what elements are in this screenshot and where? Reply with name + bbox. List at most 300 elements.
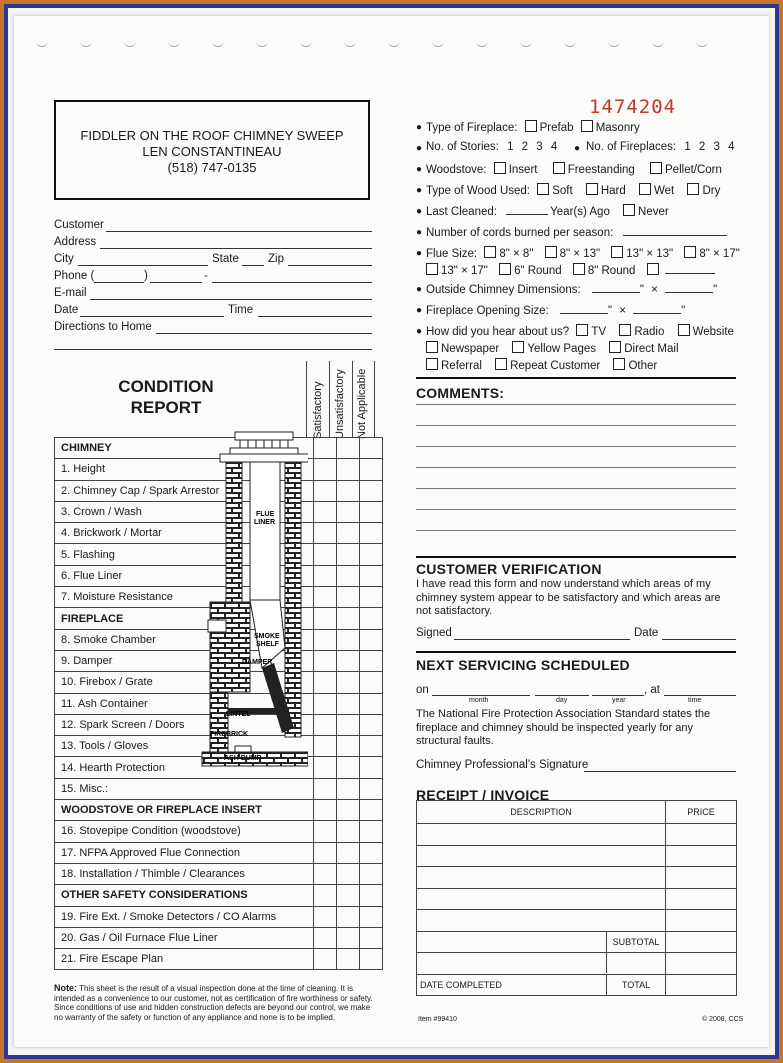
line-item-price[interactable] (666, 824, 737, 846)
direct-mail-checkbox[interactable] (609, 341, 621, 353)
not-applicable-box[interactable] (360, 480, 383, 501)
professional-signature-label: Chimney Professional's Signature (416, 759, 589, 771)
condition-item-row (55, 842, 383, 863)
unsatisfactory-box (337, 608, 360, 629)
wet-checkbox[interactable] (639, 183, 651, 195)
time-label: Time (228, 304, 254, 316)
month-field[interactable] (432, 695, 530, 696)
verification-text: I have read this form and now understand which areas of my chimney system appear to be satisfactory and which areas are not satisfactory. (416, 578, 721, 617)
customer-field[interactable] (106, 231, 372, 232)
comment-line[interactable] (416, 446, 736, 447)
wood-type-label: Type of Wood Used: (426, 185, 530, 197)
not-applicable-box[interactable] (360, 587, 383, 608)
address-field[interactable] (100, 248, 372, 249)
binding-hole (256, 38, 268, 47)
time-field[interactable] (258, 316, 372, 317)
years-ago-label: Year(s) Ago (550, 206, 610, 218)
owner-name: LEN CONSTANTINEAU (142, 144, 282, 159)
flue-13x17-label: 13" × 17" (441, 265, 488, 277)
condition-item-row (55, 863, 383, 884)
line-item-description[interactable] (417, 824, 666, 846)
condition-item-row (55, 821, 383, 842)
flue-8x8-checkbox[interactable] (484, 246, 496, 258)
flue-6-round-checkbox[interactable] (499, 263, 511, 275)
times-sign: × (619, 305, 626, 317)
condition-item-row (55, 949, 383, 970)
unsatisfactory-box[interactable] (337, 863, 360, 884)
phone-area-field[interactable] (94, 282, 144, 283)
city-field[interactable] (78, 265, 208, 266)
next-service-title: NEXT SERVICING SCHEDULED (416, 657, 630, 673)
condition-item-label: 12. Spark Screen / Doors (55, 714, 314, 735)
satisfactory-box (314, 438, 337, 459)
condition-item-label: 8. Smoke Chamber (55, 629, 314, 650)
repeat-customer-checkbox[interactable] (495, 358, 507, 370)
directions-field[interactable] (156, 333, 372, 334)
outside-dim-2-field[interactable] (665, 282, 713, 293)
comment-line[interactable] (416, 509, 736, 510)
month-caption: month (469, 697, 489, 704)
satisfactory-box[interactable] (314, 842, 337, 863)
unsatisfactory-box[interactable] (337, 778, 360, 799)
condition-item-label: 6. Flue Liner (55, 565, 314, 586)
opening-1-field[interactable] (560, 303, 608, 314)
unsatisfactory-box[interactable] (337, 650, 360, 671)
condition-item-label: 14. Hearth Protection (55, 757, 314, 778)
bullet-icon: ● (416, 326, 423, 337)
time-caption: time (688, 697, 702, 704)
verify-date-field[interactable] (662, 639, 736, 640)
hear-row-2 (422, 341, 679, 355)
condition-item-label: 3. Crown / Wash (55, 501, 314, 522)
flue-8x8-label: 8" × 8" (499, 248, 534, 260)
line-item-price[interactable] (666, 910, 737, 932)
masonry-checkbox[interactable] (581, 120, 593, 132)
not-applicable-box[interactable] (360, 523, 383, 544)
col-divider (374, 361, 375, 437)
freestanding-checkbox[interactable] (553, 162, 565, 174)
satisfactory-box[interactable] (314, 949, 337, 970)
satisfactory-box[interactable] (314, 736, 337, 757)
fireplace-type-label: Type of Fireplace: (426, 122, 518, 134)
never-label: Never (638, 206, 669, 218)
not-applicable-box[interactable] (360, 736, 383, 757)
flue-13x13-label: 13" × 13" (626, 248, 674, 260)
at-label: , at (644, 684, 660, 696)
inch-mark: " (681, 305, 686, 317)
diagram-ash-dump: ASH DUMP (224, 755, 262, 762)
not-applicable-box[interactable] (360, 565, 383, 586)
not-applicable-box[interactable] (360, 544, 383, 565)
woodstove-row (426, 162, 722, 176)
copyright: © 2008, CCS (702, 1016, 744, 1023)
last-cleaned-field[interactable] (506, 204, 548, 215)
prefab-checkbox[interactable] (525, 120, 537, 132)
not-applicable-box[interactable] (360, 629, 383, 650)
not-applicable-box[interactable] (360, 459, 383, 480)
directions-field-2[interactable] (54, 349, 372, 350)
wood-type-row (426, 183, 720, 197)
year-field[interactable] (592, 695, 644, 696)
condition-item-label: 18. Installation / Thimble / Clearances (55, 863, 314, 884)
unsatisfactory-box[interactable] (337, 501, 360, 522)
tax-row (417, 953, 666, 975)
unsatisfactory-box[interactable] (337, 693, 360, 714)
unsatisfactory-box[interactable] (337, 629, 360, 650)
hear-row-3 (422, 358, 657, 372)
satisfactory-box[interactable] (314, 927, 337, 948)
not-applicable-box[interactable] (360, 821, 383, 842)
unsatisfactory-box[interactable] (337, 480, 360, 501)
bullet-icon: ● (416, 305, 423, 316)
website-label: Website (692, 326, 734, 338)
diagram-flue-liner-2: LINER (254, 519, 275, 526)
year-caption: year (612, 697, 626, 704)
flue-other-field[interactable] (665, 263, 715, 274)
subtotal-label: SUBTOTAL (606, 932, 665, 953)
professional-signature-field[interactable] (584, 771, 736, 772)
wet-label: Wet (654, 185, 675, 197)
unsatisfactory-box[interactable] (337, 757, 360, 778)
date-field[interactable] (80, 316, 224, 317)
tv-checkbox[interactable] (576, 324, 588, 336)
not-applicable-box[interactable] (360, 906, 383, 927)
binding-hole (432, 38, 444, 47)
binding-hole (344, 38, 356, 47)
binding-hole (80, 38, 92, 47)
bullet-icon: ● (416, 206, 423, 217)
comment-line[interactable] (416, 467, 736, 468)
date-label: Date (54, 304, 79, 316)
receipt-title: RECEIPT / INVOICE (416, 787, 550, 803)
binding-hole (696, 38, 708, 47)
diagram-firebrick: FIREBRICK (210, 731, 249, 738)
unsatisfactory-box (337, 800, 360, 821)
description-header: DESCRIPTION (417, 801, 666, 824)
not-applicable-box (360, 800, 383, 821)
tax-value[interactable] (666, 953, 737, 975)
insert-checkbox[interactable] (494, 162, 506, 174)
item-number: Item #99410 (418, 1016, 457, 1023)
bullet-icon: ● (416, 164, 423, 175)
unsatisfactory-box[interactable] (337, 842, 360, 863)
condition-section-row (55, 885, 383, 906)
condition-report-title (86, 376, 246, 418)
other-checkbox[interactable] (613, 358, 625, 370)
radio-label: Radio (634, 326, 665, 338)
binding-hole (168, 38, 180, 47)
binding-hole (476, 38, 488, 47)
bullet-icon: ● (416, 143, 423, 154)
flue-8-round-label: 8" Round (587, 265, 636, 277)
business-name: FIDDLER ON THE ROOF CHIMNEY SWEEP (80, 128, 344, 143)
signature-field[interactable] (454, 639, 630, 640)
not-applicable-box[interactable] (360, 949, 383, 970)
section-rule (416, 556, 736, 558)
other-label: Other (628, 360, 658, 372)
customer-label: Customer (54, 219, 104, 231)
bullet-icon: ● (416, 227, 423, 238)
insert-label: Insert (508, 164, 538, 176)
condition-title-line2: REPORT (130, 398, 202, 417)
opening-label: Fireplace Opening Size: (426, 305, 549, 317)
binding-hole (520, 38, 532, 47)
satisfactory-box[interactable] (314, 459, 337, 480)
phone-prefix-field[interactable] (150, 282, 202, 283)
outside-dims-row (426, 282, 717, 296)
unsatisfactory-box[interactable] (337, 821, 360, 842)
note-label: Note: (54, 983, 77, 993)
unsatisfactory-box[interactable] (337, 544, 360, 565)
zip-field[interactable] (288, 265, 372, 266)
hard-checkbox[interactable] (586, 183, 598, 195)
unsatisfactory-box[interactable] (337, 714, 360, 735)
line-item-price[interactable] (666, 845, 737, 867)
phone-dash: - (204, 270, 208, 282)
comment-line[interactable] (416, 488, 736, 489)
satisfactory-box[interactable] (314, 778, 337, 799)
condition-item-label: 9. Damper (55, 650, 314, 671)
binding-hole (608, 38, 620, 47)
comment-line[interactable] (416, 530, 736, 531)
business-phone: (518) 747-0135 (167, 160, 257, 175)
unsatisfactory-box[interactable] (337, 565, 360, 586)
soft-label: Soft (552, 185, 573, 197)
condition-item-label: 5. Flashing (55, 544, 314, 565)
not-applicable-box[interactable] (360, 714, 383, 735)
binding-hole (300, 38, 312, 47)
not-applicable-box (360, 438, 383, 459)
condition-item-label: 2. Chimney Cap / Spark Arrestor (55, 480, 314, 501)
col-not-applicable: Not Applicable (356, 368, 368, 439)
unsatisfactory-box (337, 885, 360, 906)
comment-line[interactable] (416, 404, 736, 405)
col-satisfactory: Satisfactory (312, 381, 324, 439)
phone-number-field[interactable] (212, 282, 372, 283)
satisfactory-box[interactable] (314, 544, 337, 565)
satisfactory-box[interactable] (314, 693, 337, 714)
binding-hole (36, 38, 48, 47)
freestanding-label: Freestanding (567, 164, 635, 176)
unsatisfactory-box[interactable] (337, 906, 360, 927)
satisfactory-box[interactable] (314, 650, 337, 671)
flue-8-round-checkbox[interactable] (573, 263, 585, 275)
state-label: State (212, 253, 239, 265)
condition-item-row (55, 906, 383, 927)
satisfactory-box[interactable] (314, 629, 337, 650)
col-divider (352, 361, 353, 437)
condition-item-label: 13. Tools / Gloves (55, 736, 314, 757)
not-applicable-box[interactable] (360, 842, 383, 863)
condition-item-label: 1. Height (55, 459, 314, 480)
diagram-smoke-shelf-1: SMOKE (254, 633, 280, 640)
line-item-description[interactable] (417, 888, 666, 910)
diagram-smoke-shelf-2: SHELF (256, 641, 279, 648)
email-label: E-mail (54, 287, 87, 299)
phone-close: ) (144, 270, 148, 282)
outside-dim-1-field[interactable] (592, 282, 640, 293)
bullet-icon: ● (416, 185, 423, 196)
condition-section-row (55, 800, 383, 821)
satisfactory-box[interactable] (314, 714, 337, 735)
not-applicable-box[interactable] (360, 693, 383, 714)
unsatisfactory-box[interactable] (337, 523, 360, 544)
subtotal-value[interactable] (666, 931, 737, 953)
verify-date-label: Date (634, 627, 659, 639)
fireplace-type-row (426, 120, 640, 134)
condition-item-row (55, 778, 383, 799)
signed-label: Signed (416, 627, 452, 639)
yellow-pages-label: Yellow Pages (527, 343, 596, 355)
opening-row (426, 303, 685, 317)
stories-options[interactable]: 1 2 3 4 (507, 141, 558, 153)
satisfactory-box[interactable] (314, 863, 337, 884)
fireplaces-label: No. of Fireplaces: (586, 141, 677, 153)
business-stamp (54, 100, 370, 200)
inspection-form (14, 16, 769, 1047)
never-checkbox[interactable] (623, 204, 635, 216)
comments-title: COMMENTS: (416, 385, 505, 401)
not-applicable-box[interactable] (360, 672, 383, 693)
prefab-label: Prefab (539, 122, 574, 134)
nfpa-text: The National Fire Protection Association Standard states the fireplace and chimney should be inspected yearly for any structural faults. (416, 708, 711, 747)
last-cleaned-label: Last Cleaned: (426, 206, 497, 218)
not-applicable-box[interactable] (360, 501, 383, 522)
flue-13x13-checkbox[interactable] (611, 246, 623, 258)
flue-size-row (426, 246, 740, 260)
diagram-damper: DAMPER (242, 659, 273, 666)
soft-checkbox[interactable] (537, 183, 549, 195)
line-item-description[interactable] (417, 867, 666, 889)
unsatisfactory-box[interactable] (337, 459, 360, 480)
price-header: PRICE (666, 801, 737, 824)
condition-section-label: CHIMNEY (55, 438, 314, 459)
condition-title-line1: CONDITION (118, 377, 214, 396)
opening-2-field[interactable] (633, 303, 681, 314)
total-value[interactable] (666, 974, 737, 996)
satisfactory-box[interactable] (314, 821, 337, 842)
tv-label: TV (591, 326, 607, 338)
unsatisfactory-box[interactable] (337, 949, 360, 970)
bullet-icon: ● (416, 248, 423, 259)
binding-hole (124, 38, 136, 47)
satisfactory-box (314, 608, 337, 629)
dry-label: Dry (702, 185, 721, 197)
pellet-checkbox[interactable] (650, 162, 662, 174)
condition-item-row (55, 927, 383, 948)
line-item-price[interactable] (666, 888, 737, 910)
cords-field[interactable] (623, 225, 727, 236)
not-applicable-box[interactable] (360, 757, 383, 778)
binding-hole (388, 38, 400, 47)
inch-mark: " (713, 284, 718, 296)
radio-checkbox[interactable] (619, 324, 631, 336)
outside-dims-label: Outside Chimney Dimensions: (426, 284, 581, 296)
flue-13x17-checkbox[interactable] (426, 263, 438, 275)
satisfactory-box[interactable] (314, 480, 337, 501)
dry-checkbox[interactable] (687, 183, 699, 195)
flue-8x17-label: 8" × 17" (699, 248, 740, 260)
newspaper-checkbox[interactable] (426, 341, 438, 353)
line-item-description[interactable] (417, 845, 666, 867)
satisfactory-box[interactable] (314, 565, 337, 586)
condition-item-label: 19. Fire Ext. / Smoke Detectors / CO Alarms (55, 906, 314, 927)
state-field[interactable] (242, 265, 264, 266)
condition-item-label: 10. Firebox / Grate (55, 672, 314, 693)
day-caption: day (556, 697, 568, 704)
chimney-diagram (190, 428, 308, 768)
day-field[interactable] (535, 695, 589, 696)
stories-row (426, 141, 557, 153)
phone-label: Phone ( (54, 270, 95, 282)
satisfactory-box[interactable] (314, 757, 337, 778)
unsatisfactory-box[interactable] (337, 736, 360, 757)
stories-label: No. of Stories: (426, 141, 499, 153)
woodstove-label: Woodstove: (426, 164, 487, 176)
condition-item-label: 21. Fire Escape Plan (55, 949, 314, 970)
binding-hole (652, 38, 664, 47)
condition-item-label: 11. Ash Container (55, 693, 314, 714)
flue-8x13-label: 8" × 13" (559, 248, 601, 260)
condition-item-label: 20. Gas / Oil Furnace Flue Liner (55, 927, 314, 948)
satisfactory-box[interactable] (314, 587, 337, 608)
satisfactory-box[interactable] (314, 906, 337, 927)
condition-section-label: FIREPLACE (55, 608, 314, 629)
direct-mail-label: Direct Mail (624, 343, 679, 355)
not-applicable-box[interactable] (360, 927, 383, 948)
not-applicable-box (360, 608, 383, 629)
comment-line[interactable] (416, 425, 736, 426)
col-unsatisfactory: Unsatisfactory (334, 369, 346, 439)
inch-mark: " (607, 305, 613, 317)
inch-mark: " (639, 284, 644, 296)
condition-section-label: WOODSTOVE OR FIREPLACE INSERT (55, 800, 314, 821)
not-applicable-box[interactable] (360, 863, 383, 884)
service-time-field[interactable] (664, 695, 736, 696)
flue-size-row-2 (422, 263, 715, 277)
flue-8x13-checkbox[interactable] (545, 246, 557, 258)
total-label: TOTAL (606, 975, 665, 996)
website-checkbox[interactable] (678, 324, 690, 336)
not-applicable-box[interactable] (360, 778, 383, 799)
flue-8x17-checkbox[interactable] (684, 246, 696, 258)
fireplaces-options[interactable]: 1 2 3 4 (684, 141, 735, 153)
not-applicable-box (360, 885, 383, 906)
disclaimer-note (54, 984, 376, 1022)
binding-hole (212, 38, 224, 47)
on-label: on (416, 684, 429, 696)
email-field[interactable] (90, 299, 372, 300)
flue-other-checkbox[interactable] (647, 263, 659, 275)
line-item-description[interactable] (417, 910, 666, 932)
satisfactory-box[interactable] (314, 523, 337, 544)
line-item-price[interactable] (666, 867, 737, 889)
form-number: 1474204 (589, 96, 677, 118)
referral-checkbox[interactable] (426, 358, 438, 370)
repeat-customer-label: Repeat Customer (510, 360, 601, 372)
satisfactory-box[interactable] (314, 672, 337, 693)
unsatisfactory-box[interactable] (337, 927, 360, 948)
condition-item-label: 7. Moisture Resistance (55, 587, 314, 608)
unsatisfactory-box[interactable] (337, 672, 360, 693)
unsatisfactory-box[interactable] (337, 587, 360, 608)
not-applicable-box[interactable] (360, 650, 383, 671)
cords-row (426, 225, 727, 239)
satisfactory-box[interactable] (314, 501, 337, 522)
yellow-pages-checkbox[interactable] (512, 341, 524, 353)
bullet-icon: ● (416, 122, 423, 133)
condition-section-label: OTHER SAFETY CONSIDERATIONS (55, 885, 314, 906)
